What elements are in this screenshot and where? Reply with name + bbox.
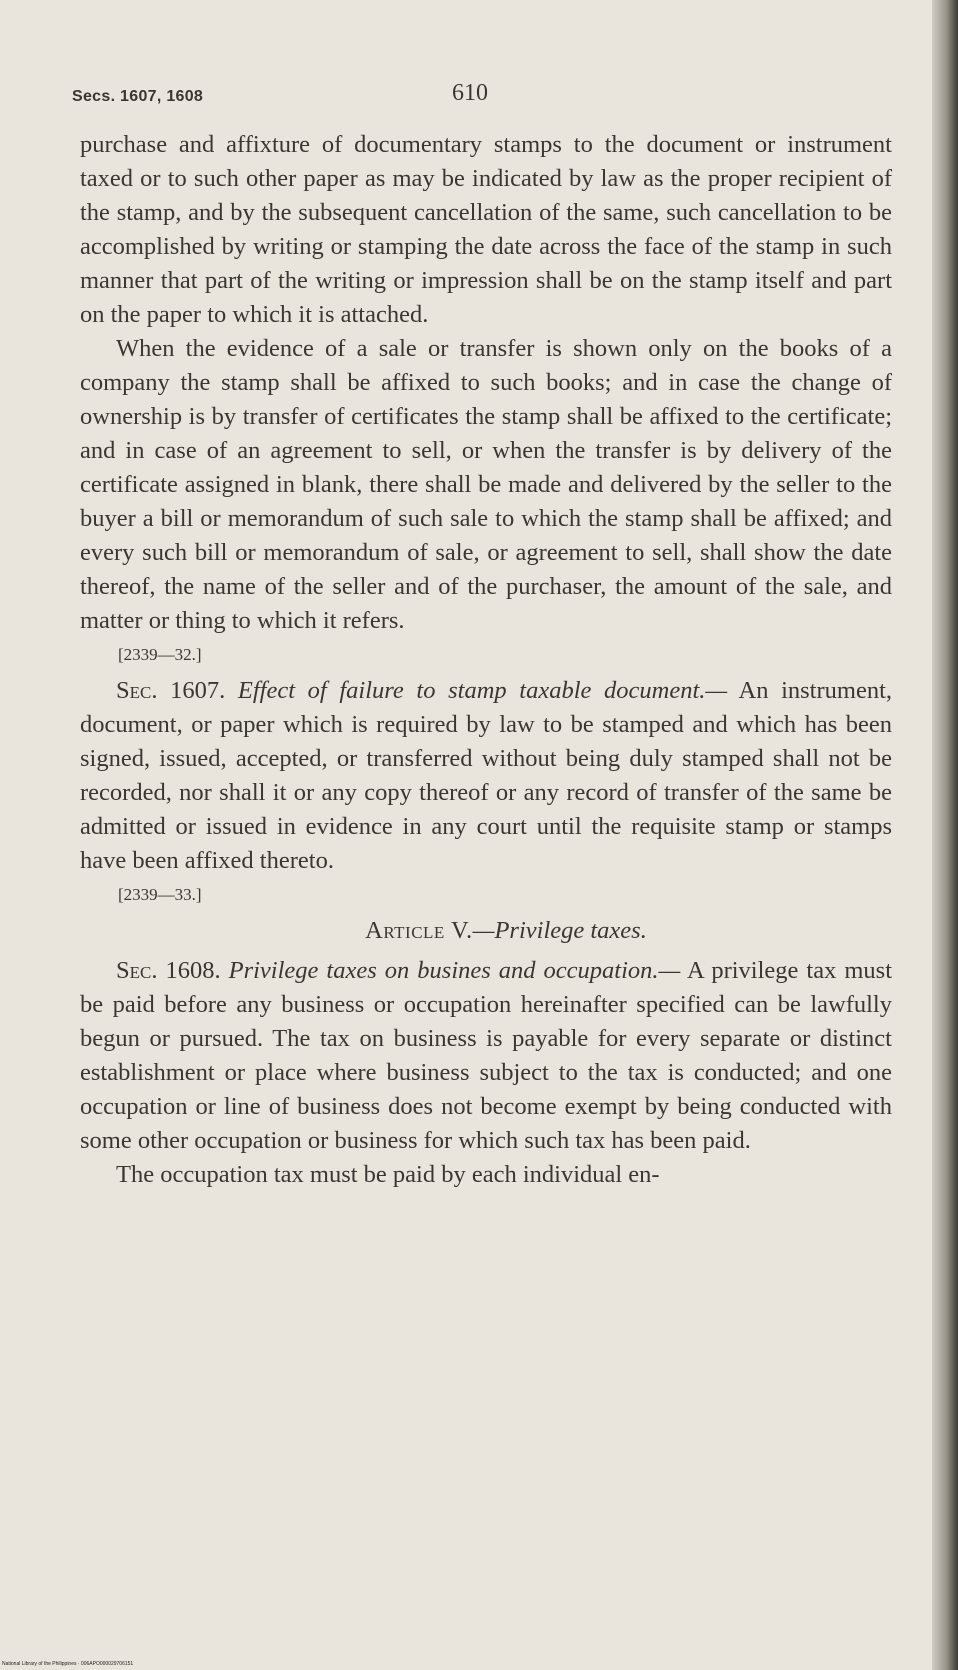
citation-2339-33: [2339—33.] xyxy=(118,885,202,904)
library-footer-note: National Library of the Philippines · 006APO000029706151 xyxy=(2,1661,134,1667)
article-heading xyxy=(80,914,892,948)
running-head: Secs. 1607, 1608 xyxy=(72,88,204,105)
page-body xyxy=(80,128,892,1192)
page-edge-shadow xyxy=(932,0,958,1670)
section-1608-text: A privilege tax must be paid before any business or occupation hereinafter specified can be lawfully begun or pursued. The tax on business is payable for every separate or distinct establishment or place where business subject to the tax is conducted; and one occupation or line of business does not become exempt by being conducted with some other occupation or business for which such tax has been paid. xyxy=(80,957,893,1154)
section-1608-label: Sec. 1608. xyxy=(116,957,221,984)
section-1608-title: Privilege taxes on busines and occupation.— xyxy=(228,957,681,984)
section-1607-text: An instrument, document, or paper which is required by law to be stamped and which has been signed, issued, accepted, or transferred without being duly stamped shall not be recorded, nor shall it or any copy thereof or any record of transfer of the same be admitted or issued in evidence in any court until the requisite stamp or stamps have been affixed thereto. xyxy=(80,677,893,874)
section-1608-continuation: The occupation tax must be paid by each individual en- xyxy=(116,1161,660,1188)
citation-2339-32: [2339—32.] xyxy=(118,645,202,664)
article-label: Article V. xyxy=(365,917,473,944)
section-1607 xyxy=(80,674,892,878)
page-header xyxy=(72,80,892,114)
article-title: —Privilege taxes. xyxy=(472,917,647,944)
section-1607-title: Effect of failure to stamp taxable document.— xyxy=(237,677,728,704)
section-1607-label: Sec. 1607. xyxy=(116,677,226,704)
paragraph-sale-transfer: When the evidence of a sale or transfer is shown only on the books of a company the stamp shall be affixed to such books; and in case the change of ownership is by transfer of certificates the stamp shall be affixed to the certificate; and in case of an agreement to sell, or when the transfer is by delivery of the certificate assigned in blank, there shall be made and delivered by the seller to the buyer a bill or memorandum of such sale to which the stamp shall be affixed; and every such bill or memorandum of sale, or agreement to sell, shall show the date thereof, the name of the seller and of the purchaser, the amount of the sale, and matter or thing to which it refers. xyxy=(80,335,892,634)
paragraph-continued: purchase and affixture of documentary stamps to the document or instrument taxed or to such other paper as may be indicated by law as the proper recipient of the stamp, and by the subsequent cancellation of the same, such cancellation to be accomplished by writing or stamping the date across the face of the stamp in such manner that part of the writing or impression shall be on the stamp itself and part on the paper to which it is attached. xyxy=(80,131,892,328)
section-1608 xyxy=(80,954,892,1158)
page-number: 610 xyxy=(452,80,488,106)
